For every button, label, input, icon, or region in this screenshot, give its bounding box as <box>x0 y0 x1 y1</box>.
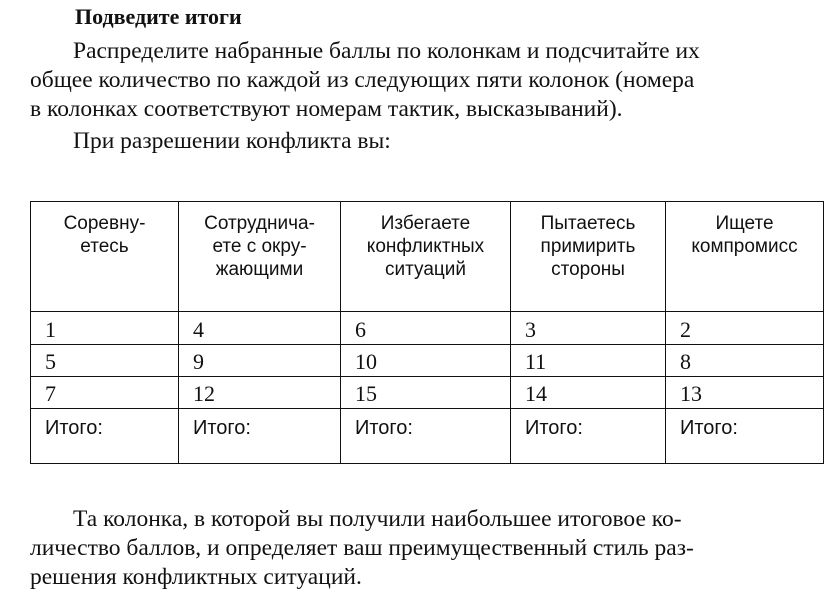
conclusion-line: решения конфликтных ситуаций. <box>30 564 362 590</box>
intro-line: в колонках соответствуют номерам тактик, высказываний). <box>30 96 623 122</box>
totals-row <box>31 409 824 464</box>
prompt-line: При разрешении конфликта вы: <box>73 128 391 154</box>
table-cell: 7 <box>31 377 179 409</box>
prompt-paragraph <box>30 127 830 156</box>
header-line: Пытаетесь <box>540 213 636 234</box>
intro-paragraph <box>30 37 830 124</box>
section-heading: Подведите итоги <box>75 4 242 29</box>
table-cell: 11 <box>511 345 666 377</box>
total-cell: Итого: <box>666 409 824 464</box>
table-cell: 15 <box>341 377 511 409</box>
header-compete <box>31 202 179 312</box>
header-line: стороны <box>551 259 625 280</box>
table-cell: 6 <box>341 312 511 345</box>
table-row <box>31 312 824 345</box>
table-cell: 13 <box>666 377 824 409</box>
header-line: Соревну- <box>63 213 146 234</box>
header-line: примирить <box>540 236 636 257</box>
table-cell: 10 <box>341 345 511 377</box>
header-line: жающими <box>215 259 304 280</box>
total-cell: Итого: <box>179 409 341 464</box>
header-line: конфликтных <box>366 236 485 257</box>
intro-line: Распределите набранные баллы по колонкам и подсчитайте их <box>73 38 700 64</box>
table-cell: 14 <box>511 377 666 409</box>
table-header-row <box>31 202 824 312</box>
header-avoid <box>341 202 511 312</box>
header-line: Сотруднича- <box>204 213 315 234</box>
table-cell: 4 <box>179 312 341 345</box>
conclusion-line: личество баллов, и определяет ваш преимущественный стиль раз- <box>30 535 694 561</box>
header-line: Избегаете <box>380 213 471 234</box>
table-row <box>31 345 824 377</box>
table-cell: 12 <box>179 377 341 409</box>
table-cell: 8 <box>666 345 824 377</box>
table-cell: 1 <box>31 312 179 345</box>
conclusion-paragraph <box>30 505 830 592</box>
header-line: ете с окру- <box>212 236 307 257</box>
table-cell: 9 <box>179 345 341 377</box>
scores-table <box>30 201 824 464</box>
header-accommodate <box>511 202 666 312</box>
table-cell: 5 <box>31 345 179 377</box>
conclusion-line: Та колонка, в которой вы получили наибольшее итоговое ко- <box>73 506 682 532</box>
intro-line: общее количество по каждой из следующих пяти колонок (номера <box>30 67 695 93</box>
header-line: компромисс <box>691 236 798 257</box>
header-compromise <box>666 202 824 312</box>
header-line: ситуаций <box>385 259 466 280</box>
table-cell: 2 <box>666 312 824 345</box>
table-cell: 3 <box>511 312 666 345</box>
total-cell: Итого: <box>341 409 511 464</box>
header-collaborate <box>179 202 341 312</box>
total-cell: Итого: <box>511 409 666 464</box>
table-row <box>31 377 824 409</box>
header-line: Ищете <box>715 213 774 234</box>
total-cell: Итого: <box>31 409 179 464</box>
header-line: етесь <box>80 236 129 257</box>
